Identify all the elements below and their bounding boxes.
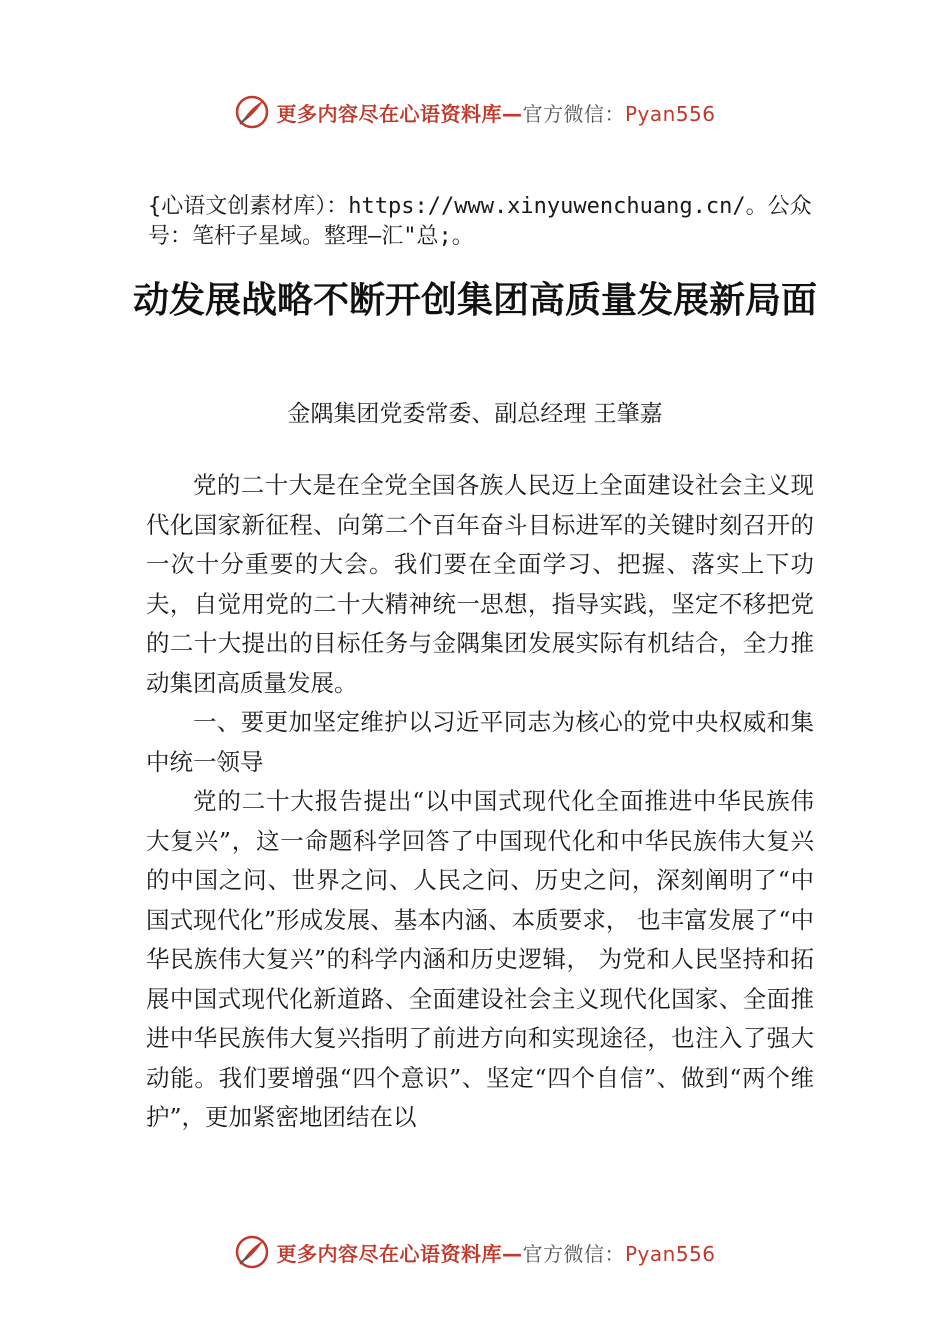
quill-logo-icon [234,1234,270,1270]
header-banner [0,94,950,130]
header-wechat-label: 官方微信： [522,101,625,126]
footer-banner-text [276,1238,715,1267]
section-heading: 一、要更加坚定维护以习近平同志为核心的党中央权威和集中统一领导 [146,708,814,776]
footer-banner-slogan: 更多内容尽在心语资料库— [276,1241,523,1266]
footer-wechat-label: 官方微信： [522,1241,625,1266]
source-line: {心语文创素材库）：https://www.xinyuwenchuang.cn/。公众号：笔杆子星域。整理—汇"总;。 [148,194,812,249]
header-banner-text [276,98,715,127]
article-body [146,466,814,1138]
author-line: 金隅集团党委常委、副总经理 王肇嘉 [287,401,663,427]
header-wechat-id: Pyan556 [624,101,716,126]
footer-banner [0,1234,950,1270]
paragraph: 党的二十大报告提出“以中国式现代化全面推进中华民族伟大复兴”，这一命题科学回答了中国现代化和中华民族伟大复兴的中国之问、世界之问、人民之问、历史之问，深刻阐明了“中国式现代化”形成发展、基本内涵、本质要求， 也丰富发展了“中华民族伟大复兴”的科学内涵和历史逻辑， 为党和人民坚持和拓展中国式现代化新道路、全面建设社会主义现代化国家、全面推进中华民族伟大复兴指明了前进方向和实现途径，也注入了强大动能。我们要增强“四个意识”、坚定“四个自信”、做到“两个维护”，更加紧密地团结在以 [146,787,814,1131]
paragraph: 党的二十大是在全党全国各族人民迈上全面建设社会主义现代化国家新征程、向第二个百年奋斗目标进军的关键时刻召开的一次十分重要的大会。我们要在全面学习、把握、落实上下功夫，自觉用党的二十大精神统一思想，指导实践，坚定不移把党的二十大提出的目标任务与金隅集团发展实际有机结合，全力推动集团高质量发展。 [146,471,814,697]
page-title: 动发展战略不断开创集团高质量发展新局面 [132,280,817,321]
header-banner-slogan: 更多内容尽在心语资料库— [276,101,523,126]
quill-logo-icon [234,94,270,130]
footer-wechat-id: Pyan556 [624,1241,716,1266]
